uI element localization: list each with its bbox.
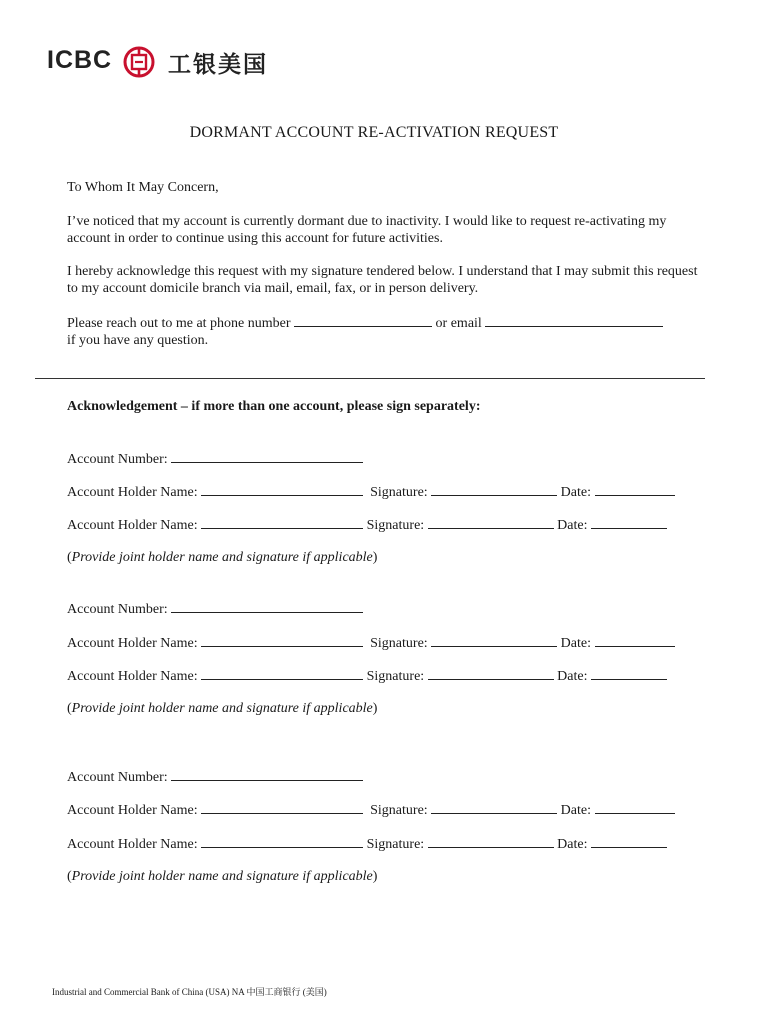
account-number-field[interactable] [171, 768, 363, 781]
date-label: Date: [560, 636, 591, 651]
icbc-emblem-icon [123, 46, 155, 78]
holder-name-field[interactable] [201, 667, 363, 680]
page-title: DORMANT ACCOUNT RE-ACTIVATION REQUEST [189, 124, 559, 141]
joint-holder-note: (Provide joint holder name and signature if applicable) [67, 550, 378, 565]
signature-field[interactable] [428, 835, 554, 848]
account-number-row [67, 600, 363, 618]
signature-label: Signature: [366, 837, 425, 852]
signature-field[interactable] [431, 483, 557, 496]
holder-row [67, 516, 667, 534]
date-field[interactable] [591, 667, 667, 680]
holder-name-field[interactable] [201, 516, 363, 529]
date-label: Date: [560, 485, 591, 500]
signature-label: Signature: [366, 669, 425, 684]
email-field[interactable] [485, 314, 663, 327]
holder-name-label: Account Holder Name: [67, 669, 198, 684]
date-label: Date: [560, 803, 591, 818]
paragraph-1: I’ve noticed that my account is currently dormant due to inactivity. I would like to request re-activating my account in order to continue using this account for future activities. [67, 214, 667, 246]
paragraph-3-end: if you have any question. [67, 333, 209, 348]
holder-name-label: Account Holder Name: [67, 518, 198, 533]
paragraph-2: I hereby acknowledge this request with my signature tendered below. I understand that I may submit this request to my account domicile branch via mail, email, fax, or in person delivery. [67, 264, 698, 296]
account-number-label: Account Number: [67, 452, 168, 467]
logo-cjk-text: 工银美国 [168, 52, 268, 78]
holder-row [67, 667, 667, 685]
holder-name-label: Account Holder Name: [67, 485, 198, 500]
email-label: or email [435, 316, 482, 331]
date-field[interactable] [595, 801, 675, 814]
holder-name-field[interactable] [201, 801, 363, 814]
phone-field[interactable] [294, 314, 432, 327]
holder-name-field[interactable] [201, 835, 363, 848]
signature-label: Signature: [366, 518, 425, 533]
date-label: Date: [557, 837, 588, 852]
holder-name-label: Account Holder Name: [67, 636, 198, 651]
date-field[interactable] [595, 634, 675, 647]
date-label: Date: [557, 669, 588, 684]
holder-row [67, 634, 675, 652]
date-field[interactable] [591, 835, 667, 848]
date-field[interactable] [595, 483, 675, 496]
date-label: Date: [557, 518, 588, 533]
account-number-field[interactable] [171, 600, 363, 613]
joint-holder-note: (Provide joint holder name and signature if applicable) [67, 869, 378, 884]
account-number-label: Account Number: [67, 602, 168, 617]
signature-field[interactable] [431, 801, 557, 814]
signature-label: Signature: [370, 803, 428, 818]
phone-label: Please reach out to me at phone number [67, 316, 291, 331]
divider [35, 378, 705, 379]
holder-row [67, 483, 675, 501]
holder-row [67, 801, 675, 819]
signature-field[interactable] [428, 667, 554, 680]
signature-field[interactable] [431, 634, 557, 647]
footer-text: Industrial and Commercial Bank of China (USA) NA 中国工商银行 (美国) [52, 987, 327, 997]
logo-text: ICBC [47, 46, 113, 74]
holder-row [67, 835, 667, 853]
account-number-field[interactable] [171, 450, 363, 463]
date-field[interactable] [591, 516, 667, 529]
acknowledgement-heading: Acknowledgement – if more than one account, please sign separately: [67, 399, 481, 414]
signature-label: Signature: [370, 636, 428, 651]
signature-label: Signature: [370, 485, 428, 500]
holder-name-field[interactable] [201, 483, 363, 496]
holder-name-field[interactable] [201, 634, 363, 647]
greeting: To Whom It May Concern, [67, 180, 219, 195]
account-number-row [67, 450, 363, 468]
account-number-row [67, 768, 363, 786]
holder-name-label: Account Holder Name: [67, 803, 198, 818]
holder-name-label: Account Holder Name: [67, 837, 198, 852]
signature-field[interactable] [428, 516, 554, 529]
paragraph-3 [67, 314, 707, 349]
joint-holder-note: (Provide joint holder name and signature if applicable) [67, 701, 378, 716]
account-number-label: Account Number: [67, 770, 168, 785]
